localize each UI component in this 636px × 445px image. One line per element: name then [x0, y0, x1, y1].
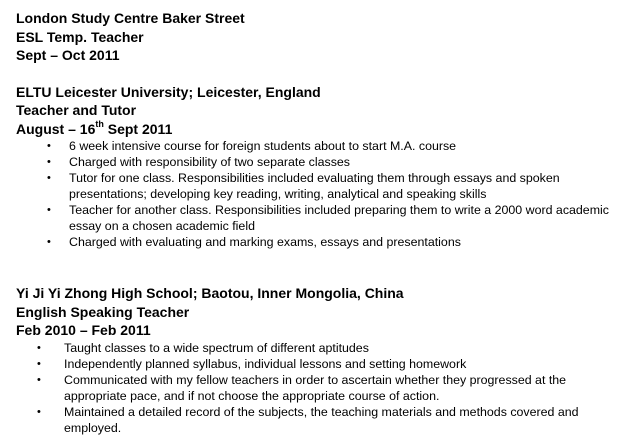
bullet-icon: • [37, 405, 41, 418]
list-item [16, 154, 631, 170]
employer-heading: ELTU Leicester University; Leicester, England [16, 83, 321, 100]
list-item-text: Taught classes to a wide spectrum of different aptitudes [64, 340, 369, 355]
list-item [16, 234, 631, 250]
job-london-study-centre [16, 9, 631, 65]
dates-heading [16, 120, 631, 139]
list-item-text: Independently planned syllabus, individual lessons and setting homework [64, 356, 467, 371]
employer-heading: London Study Centre Baker Street [16, 10, 245, 26]
list-item [16, 170, 631, 202]
list-item [16, 340, 631, 356]
dates-start: August – 16 [16, 120, 96, 137]
dates-heading: Sept – Oct 2011 [16, 47, 120, 63]
responsibilities-list [16, 340, 631, 436]
list-item [16, 356, 631, 372]
responsibilities-list [16, 138, 631, 250]
bullet-icon: • [37, 373, 41, 386]
list-item [16, 372, 631, 404]
list-item [16, 138, 631, 154]
role-heading: Teacher and Tutor [16, 102, 137, 118]
bullet-icon: • [37, 341, 41, 354]
list-item-text: Charged with responsibility of two separate classes [69, 155, 350, 169]
employer-heading: Yi Ji Yi Zhong High School; Baotou, Inner Mongolia, China [16, 285, 404, 301]
bullet-icon: • [47, 236, 51, 248]
bullet-icon: • [47, 172, 51, 184]
bullet-icon: • [47, 204, 51, 216]
resume-document [16, 9, 631, 436]
list-item-text: Communicated with my fellow teachers in order to ascertain whether they progressed at the appropriate pace, and if not choose the appropriate course of action. [64, 372, 567, 403]
role-heading: English Speaking Teacher [16, 303, 190, 320]
job-eltu-leicester [16, 83, 631, 251]
dates-end: Sept 2011 [103, 120, 173, 137]
list-item [16, 202, 631, 234]
bullet-icon: • [37, 357, 41, 370]
dates-heading: Feb 2010 – Feb 2011 [16, 322, 151, 338]
list-item [16, 404, 631, 436]
list-item-text: 6 week intensive course for foreign students about to start M.A. course [69, 139, 457, 153]
list-item-text: Maintained a detailed record of the subjects, the teaching materials and methods covered and employed. [64, 404, 579, 435]
bullet-icon: • [47, 156, 51, 168]
list-item-text: Charged with evaluating and marking exams, essays and presentations [69, 235, 461, 249]
job-yi-ji-yi-zhong [16, 284, 631, 436]
bullet-icon: • [47, 140, 51, 152]
list-item-text: Teacher for another class. Responsibilities included preparing them to write a 2000 word academic essay on a chosen academic field [69, 203, 609, 233]
list-item-text: Tutor for one class. Responsibilities included evaluating them through essays and spoken presentations; developing key reading, writing, analytical and speaking skills [69, 171, 560, 201]
role-heading: ESL Temp. Teacher [16, 28, 144, 45]
dates-ordinal-suffix: th [95, 118, 104, 129]
